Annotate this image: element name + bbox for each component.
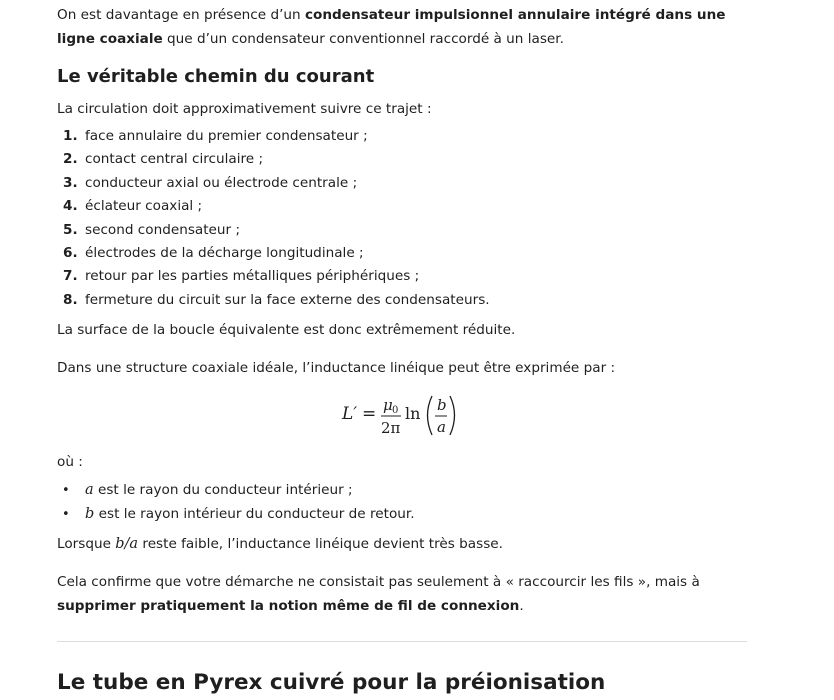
formula-mu-subscript: 0 <box>392 405 399 416</box>
list-item-text: conducteur axial ou électrode centrale ; <box>85 174 358 191</box>
variable-symbol: a <box>85 482 94 498</box>
list-item <box>57 125 490 148</box>
variable-description: est le rayon du conducteur intérieur ; <box>93 482 353 498</box>
list-item-text: contact central circulaire ; <box>85 151 264 168</box>
variable-symbol: b <box>85 506 95 522</box>
list-item-text: électrodes de la décharge longitudinale ; <box>85 244 364 261</box>
section-divider <box>57 641 747 642</box>
coax-paragraph: Dans une structure coaxiale idéale, l’inductance linéique peut être exprimée par : <box>57 360 616 376</box>
surface-paragraph: La surface de la boucle équivalente est donc extrêmement réduite. <box>57 322 516 338</box>
ratio-text-1: Lorsque <box>57 536 116 552</box>
list-number: 8. <box>63 291 78 308</box>
formula-mu: μ <box>383 396 393 414</box>
list-item <box>57 478 415 502</box>
formula-ln: ln <box>405 404 421 423</box>
list-number: 3. <box>63 174 78 191</box>
list-item-text: face annulaire du premier condensateur ; <box>85 128 368 144</box>
formula-lhs: L′ <box>342 404 358 424</box>
list-item <box>57 242 490 265</box>
list-item-text: éclateur coaxial ; <box>85 198 203 215</box>
ratio-paragraph <box>57 533 503 557</box>
list-number: 2. <box>63 151 78 168</box>
formula-denominator: 2π <box>381 419 401 437</box>
list-item <box>57 502 415 526</box>
bullet: • <box>62 483 70 498</box>
list-item <box>57 289 490 312</box>
list-item-text: second condensateur ; <box>85 221 241 238</box>
conclusion-text-2: . <box>519 597 524 614</box>
list-number: 6. <box>63 244 78 261</box>
intro-bold: condensateur impulsionnel annulaire intégré dans une ligne coaxiale <box>57 7 726 47</box>
formula-fraction-denominator: a <box>437 418 446 436</box>
conclusion-text-1: Cela confirme que votre démarche ne consistait pas seulement à « raccourcir les fils », mais à <box>57 574 700 590</box>
list-item <box>57 219 490 242</box>
list-item <box>57 148 490 171</box>
list-number: 1. <box>63 128 78 144</box>
conclusion-bold: supprimer pratiquement la notion même de fil de connexion <box>57 597 520 614</box>
bullet: • <box>62 507 70 522</box>
formula-fraction-numerator: b <box>437 396 447 414</box>
section-lead: La circulation doit approximativement suivre ce trajet : <box>57 101 432 117</box>
intro-text-2: que d’un condensateur conventionnel raccordé à un laser. <box>162 30 564 47</box>
inductance-formula <box>340 390 464 440</box>
variables-list <box>57 478 415 526</box>
list-item-text: retour par les parties métalliques périphériques ; <box>85 268 420 285</box>
formula-left-paren <box>428 396 433 435</box>
where-label: où : <box>57 454 83 470</box>
list-item <box>57 172 490 195</box>
list-number: 5. <box>63 221 78 238</box>
list-item <box>57 265 490 288</box>
intro-paragraph <box>57 4 747 51</box>
formula-right-paren <box>450 396 455 435</box>
intro-text-1: On est davantage en présence d’un <box>57 7 305 23</box>
list-item <box>57 195 490 218</box>
variable-description: est le rayon intérieur du conducteur de retour. <box>94 506 415 522</box>
ratio-expression: b/a <box>115 536 139 552</box>
current-path-list <box>57 125 490 312</box>
list-number: 7. <box>63 268 78 285</box>
section-heading: Le véritable chemin du courant <box>57 66 375 87</box>
next-section-heading: Le tube en Pyrex cuivré pour la préionisation <box>57 670 606 695</box>
ratio-text-2: reste faible, l’inductance linéique devient très basse. <box>138 536 503 552</box>
list-item-text: fermeture du circuit sur la face externe des condensateurs. <box>85 291 490 308</box>
formula-equals: = <box>362 404 377 424</box>
conclusion-paragraph <box>57 571 747 618</box>
list-number: 4. <box>63 198 78 215</box>
